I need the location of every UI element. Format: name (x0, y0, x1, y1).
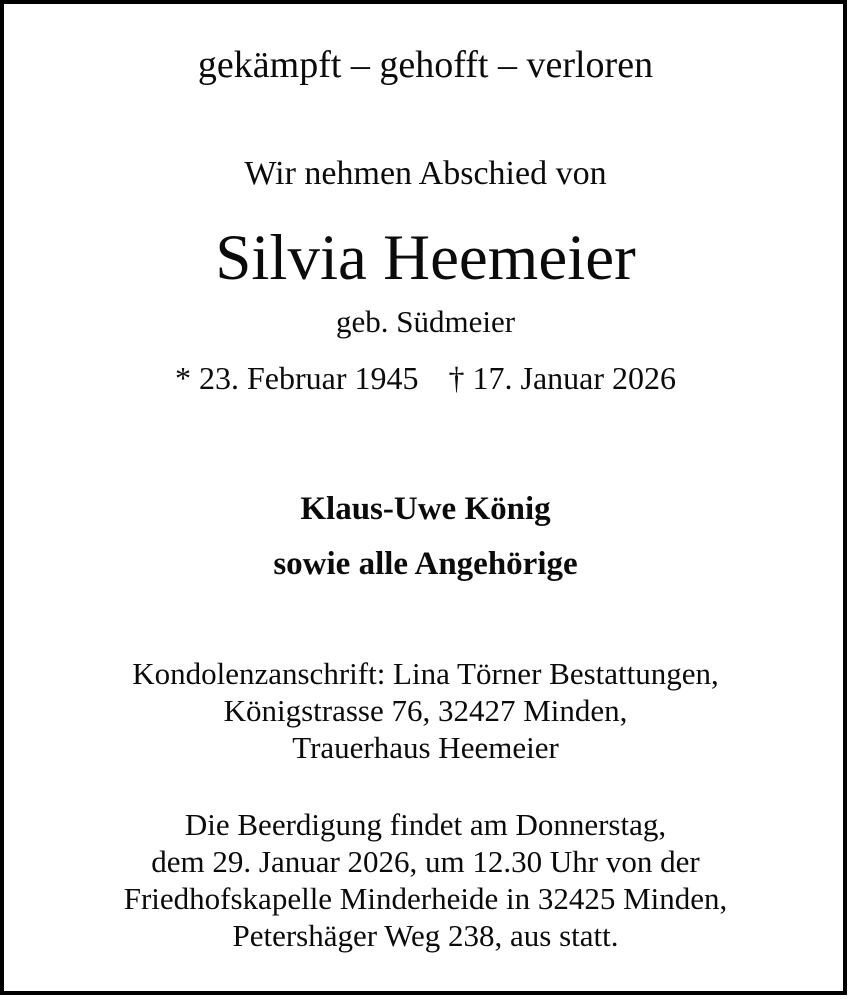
intro-text: Wir nehmen Abschied von (244, 155, 607, 192)
mourner-family: sowie alle Angehörige (273, 546, 578, 582)
funeral-line: Petershäger Weg 238, aus statt. (232, 918, 619, 953)
funeral-line: Friedhofskapelle Minderheide in 32425 Minden, (123, 881, 728, 916)
life-dates-inner (175, 361, 676, 396)
funeral-line: dem 29. Januar 2026, um 12.30 Uhr von der (151, 844, 700, 879)
condolence-line: Kondolenzanschrift: Lina Törner Bestattungen, (132, 656, 719, 691)
motto-line: gekämpft – gehofft – verloren (197, 44, 654, 86)
maiden-name: geb. Südmeier (335, 304, 516, 339)
birth-date: * 23. Februar 1945 (174, 360, 419, 396)
funeral-info (0, 806, 851, 954)
condolence-line: Königstrasse 76, 32427 Minden, (223, 693, 628, 728)
mourner-name: Klaus-Uwe König (300, 491, 551, 527)
deceased-name: Silvia Heemeier (215, 222, 636, 294)
funeral-line: Die Beerdigung findet am Donnerstag, (184, 807, 667, 842)
death-date: † 17. Januar 2026 (448, 360, 677, 396)
life-dates (0, 361, 851, 396)
condolence-line: Trauerhaus Heemeier (292, 730, 559, 765)
condolence-address (0, 655, 851, 766)
